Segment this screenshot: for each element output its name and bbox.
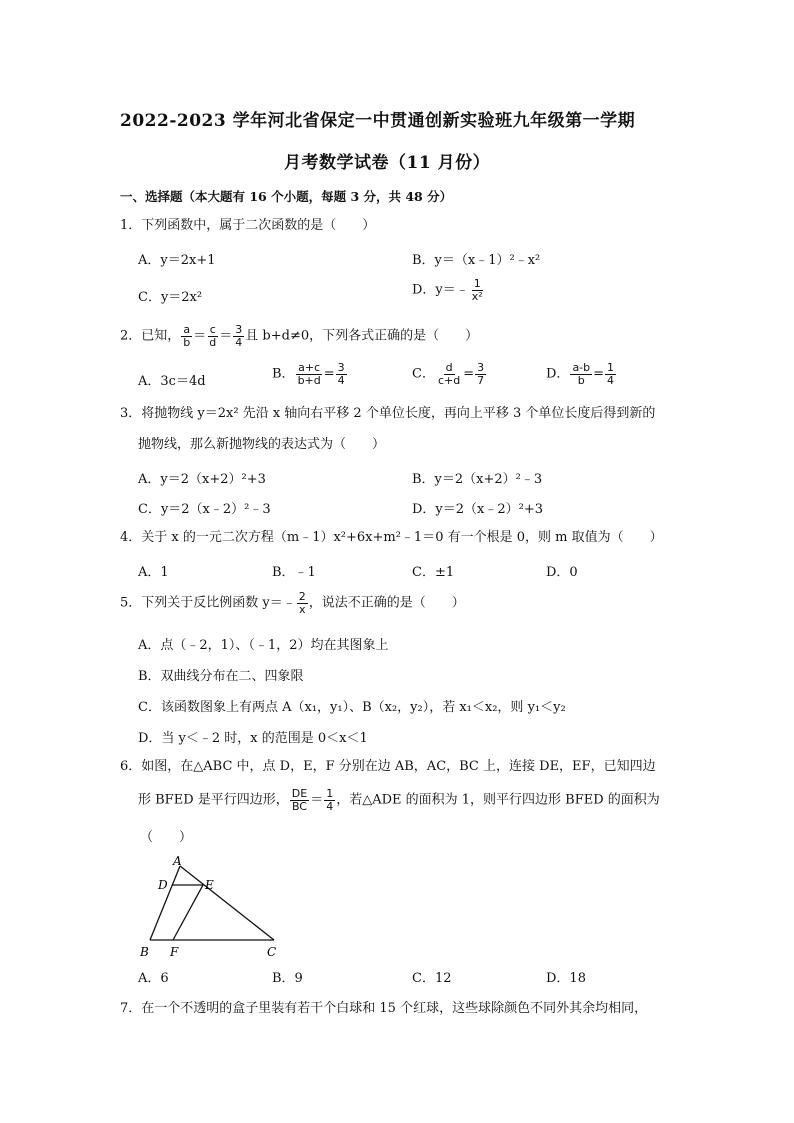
question-6-line-2-suffix: ，若△ADE 的面积为 1，则平行四边形 BFED 的面积为 (336, 792, 660, 808)
question-3-line-2: 抛物线，那么新抛物线的表达式为（ ） (138, 437, 386, 452)
fraction (436, 362, 462, 386)
denominator: b (183, 335, 191, 349)
question-3-option-b: B．y＝2（x+2）²﹣3 (412, 472, 543, 487)
point-a-label: A (173, 854, 182, 868)
triangle-figure (138, 852, 283, 962)
question-6-line-2 (138, 788, 660, 812)
question-3-option-d: D．y＝2（x﹣2）²+3 (412, 502, 544, 517)
denominator: 4 (337, 373, 345, 387)
question-6-line-2-prefix: 形 BFED 是平行四边形， (138, 792, 289, 808)
title-line-2: 月考数学试卷（11 月份） (284, 153, 491, 173)
fraction-1-4 (324, 788, 335, 812)
fraction (336, 362, 347, 386)
numerator: 3 (337, 361, 345, 374)
numerator: a+c (298, 361, 321, 374)
denominator: b (577, 373, 585, 387)
question-7-line-1: 7．在一个不透明的盒子里装有若干个白球和 15 个红球，这些球除颜色不同外其余均相同， (120, 1001, 648, 1016)
equals: ＝ (219, 328, 233, 344)
section-header: 一、选择题（本大题有 16 个小题，每题 3 分，共 48 分） (120, 189, 453, 204)
denominator: d (209, 335, 217, 349)
equals: ＝ (193, 328, 207, 344)
question-2-stem (120, 324, 478, 348)
denominator: 4 (326, 799, 334, 813)
question-6-line-3: （ ） (140, 830, 193, 845)
question-2-option-b (272, 362, 348, 386)
numerator: 1 (607, 361, 615, 374)
denominator: x (298, 602, 306, 616)
point-e-label: E (205, 878, 214, 892)
fraction-c-d (207, 324, 218, 348)
question-5-stem (120, 591, 465, 615)
question-6-line-1: 6．如图，在△ABC 中，点 D，E，F 分别在边 AB，AC，BC 上，连接 DE，EF，已知四边 (120, 759, 656, 774)
question-1-option-c: C．y＝2x² (138, 290, 203, 305)
option-label: B． (272, 366, 295, 382)
numerator: a (183, 323, 191, 336)
option-label: D． (546, 366, 570, 382)
question-4-option-c: C．±1 (412, 565, 455, 580)
numerator: 1 (326, 787, 334, 800)
question-4-stem: 4．关于 x 的一元二次方程（m﹣1）x²+6x+m²﹣1＝0 有一个根是 0，则 m 取值为（ ） (120, 530, 663, 545)
question-4-option-b: B．﹣1 (272, 565, 316, 580)
fraction (470, 278, 485, 302)
numerator: 3 (235, 323, 243, 336)
question-2-option-c (412, 362, 487, 386)
denominator: 4 (607, 373, 615, 387)
fraction-3-4 (233, 324, 244, 348)
question-5-option-d: D．当 y＜﹣2 时，x 的范围是 0＜x＜1 (138, 731, 368, 746)
point-f-label: F (170, 945, 179, 959)
fraction (570, 362, 592, 386)
segment-ac (180, 866, 274, 940)
numerator: 2 (298, 590, 306, 603)
question-1-option-b: B．y＝（x﹣1）²﹣x² (412, 253, 541, 268)
question-6-option-d: D．18 (546, 971, 586, 986)
equals: = (463, 366, 475, 382)
question-5-option-b: B．双曲线分布在二、四象限 (138, 669, 304, 684)
question-4-option-a: A．1 (138, 565, 169, 580)
denominator: c+d (437, 373, 461, 387)
question-2-prefix: 2．已知， (120, 328, 181, 344)
point-b-label: B (140, 945, 149, 959)
question-3-option-c: C．y＝2（x﹣2）²﹣3 (138, 502, 271, 517)
question-4-option-d: D．0 (546, 565, 578, 580)
fraction (475, 362, 486, 386)
numerator: c (209, 323, 216, 336)
point-c-label: C (267, 945, 277, 959)
equals: ＝ (310, 792, 324, 808)
denominator: b+d (297, 373, 321, 387)
denominator: 7 (477, 373, 485, 387)
question-1-option-d (412, 278, 486, 302)
segment-ef (173, 885, 203, 940)
question-6-option-a: A．6 (138, 971, 169, 986)
option-label: C． (412, 366, 435, 382)
numerator: d (445, 361, 453, 374)
fraction (297, 591, 308, 615)
numerator: DE (291, 787, 308, 800)
numerator: 1 (473, 277, 481, 290)
question-5-option-a: A．点（﹣2，1）、（﹣1，2）均在其图象上 (138, 638, 389, 653)
numerator: a-b (572, 361, 591, 374)
question-3-line-1: 3．将抛物线 y＝2x² 先沿 x 轴向右平移 2 个单位长度，再向上平移 3 个单位长度后得到新的 (120, 406, 656, 421)
fraction (605, 362, 616, 386)
question-6-option-b: B．9 (272, 971, 303, 986)
question-1-option-a: A．y＝2x+1 (138, 253, 216, 268)
question-5-suffix: ，说法不正确的是（ ） (308, 595, 465, 611)
denominator: 4 (235, 335, 243, 349)
denominator: BC (291, 799, 307, 813)
question-2-option-a: A．3c＝4d (138, 374, 206, 389)
question-2-suffix: 且 b+d≠0，下列各式正确的是（ ） (245, 328, 479, 344)
point-d-label: D (158, 878, 168, 892)
equals: = (593, 366, 605, 382)
equals: = (323, 366, 335, 382)
question-3-option-a: A．y＝2（x+2）²+3 (138, 472, 266, 487)
fraction-a-b (181, 324, 192, 348)
question-5-prefix: 5．下列关于反比例函数 y＝﹣ (120, 595, 296, 611)
denominator: x² (471, 289, 483, 303)
question-2-option-d (546, 362, 617, 386)
question-1-stem: 1．下列函数中，属于二次函数的是（ ） (120, 218, 376, 233)
question-1-option-d-prefix: D．y＝﹣ (412, 282, 469, 298)
numerator: 3 (477, 361, 485, 374)
question-6-option-c: C．12 (412, 971, 452, 986)
fraction (296, 362, 323, 386)
question-5-option-c: C．该函数图象上有两点 A（x₁，y₁）、B（x₂，y₂），若 x₁＜x₂，则 y₁＜y₂ (138, 700, 566, 715)
title-line-1: 2022-2023 学年河北省保定一中贯通创新实验班九年级第一学期 (120, 111, 636, 131)
fraction-de-bc (290, 788, 309, 812)
